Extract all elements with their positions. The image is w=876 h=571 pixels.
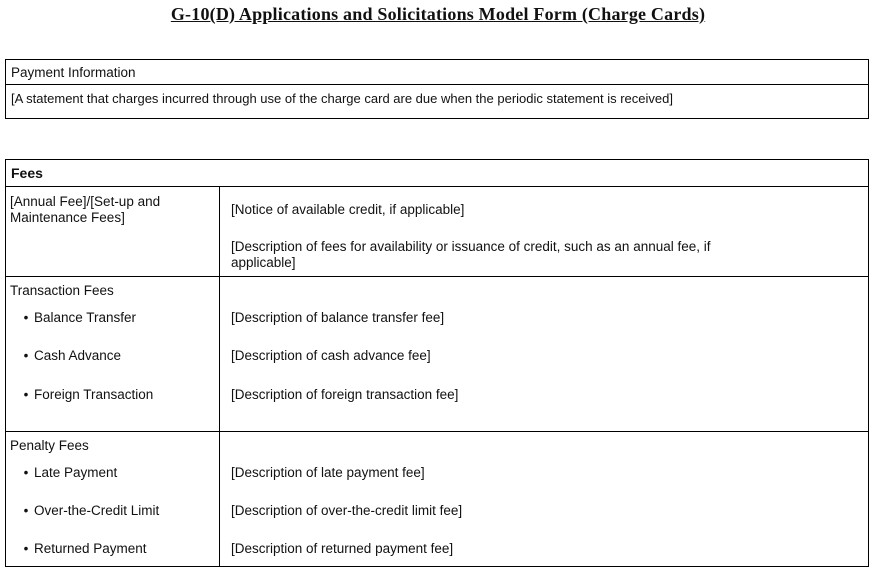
cash-advance-desc: [Description of cash advance fee]	[231, 348, 431, 363]
returned-payment-label: • Returned Payment	[18, 540, 147, 557]
foreign-transaction-desc: [Description of foreign transaction fee]	[231, 387, 459, 402]
penalty-fees-label-cell	[6, 432, 220, 566]
late-payment-desc: [Description of late payment fee]	[231, 465, 425, 480]
annual-fee-label-line2: Maintenance Fees]	[10, 210, 125, 225]
bullet-icon: •	[23, 541, 29, 556]
cash-advance-label: • Cash Advance	[18, 347, 121, 364]
annual-fee-label-cell	[6, 187, 220, 276]
balance-transfer-desc: [Description of balance transfer fee]	[231, 310, 445, 325]
annual-fee-desc-2-line1: [Description of fees for availability or issuance of credit, such as an annual fee, if	[231, 239, 711, 254]
fees-table	[5, 159, 869, 567]
payment-information-header: Payment Information	[6, 60, 868, 85]
annual-fee-label-line1: [Annual Fee]/[Set-up and	[10, 194, 161, 209]
transaction-fees-row	[6, 277, 868, 432]
over-credit-limit-desc: [Description of over-the-credit limit fee]	[231, 503, 463, 518]
bullet-icon: •	[23, 387, 29, 402]
bullet-icon: •	[23, 348, 29, 363]
late-payment-label: • Late Payment	[18, 464, 117, 481]
penalty-fees-label: Penalty Fees	[10, 438, 89, 453]
transaction-fees-label: Transaction Fees	[10, 283, 114, 298]
foreign-transaction-label: • Foreign Transaction	[18, 386, 153, 403]
payment-information-text: [A statement that charges incurred through use of the charge card are due when the periodic statement is received]	[11, 91, 673, 106]
fees-header: Fees	[6, 160, 868, 187]
over-credit-limit-label: • Over-the-Credit Limit	[18, 502, 159, 519]
transaction-fees-label-cell	[6, 277, 220, 431]
bullet-icon: •	[23, 503, 29, 518]
annual-fee-desc-2-line2: applicable]	[231, 255, 296, 270]
returned-payment-desc: [Description of returned payment fee]	[231, 541, 454, 556]
annual-fee-row	[6, 187, 868, 277]
form-title: G-10(D) Applications and Solicitations Model Form (Charge Cards)	[170, 4, 706, 24]
payment-information-table	[5, 59, 869, 119]
bullet-icon: •	[23, 465, 29, 480]
balance-transfer-label: • Balance Transfer	[18, 309, 136, 326]
bullet-icon: •	[23, 310, 29, 325]
annual-fee-desc-1: [Notice of available credit, if applicable]	[231, 202, 465, 217]
penalty-fees-row	[6, 432, 868, 566]
